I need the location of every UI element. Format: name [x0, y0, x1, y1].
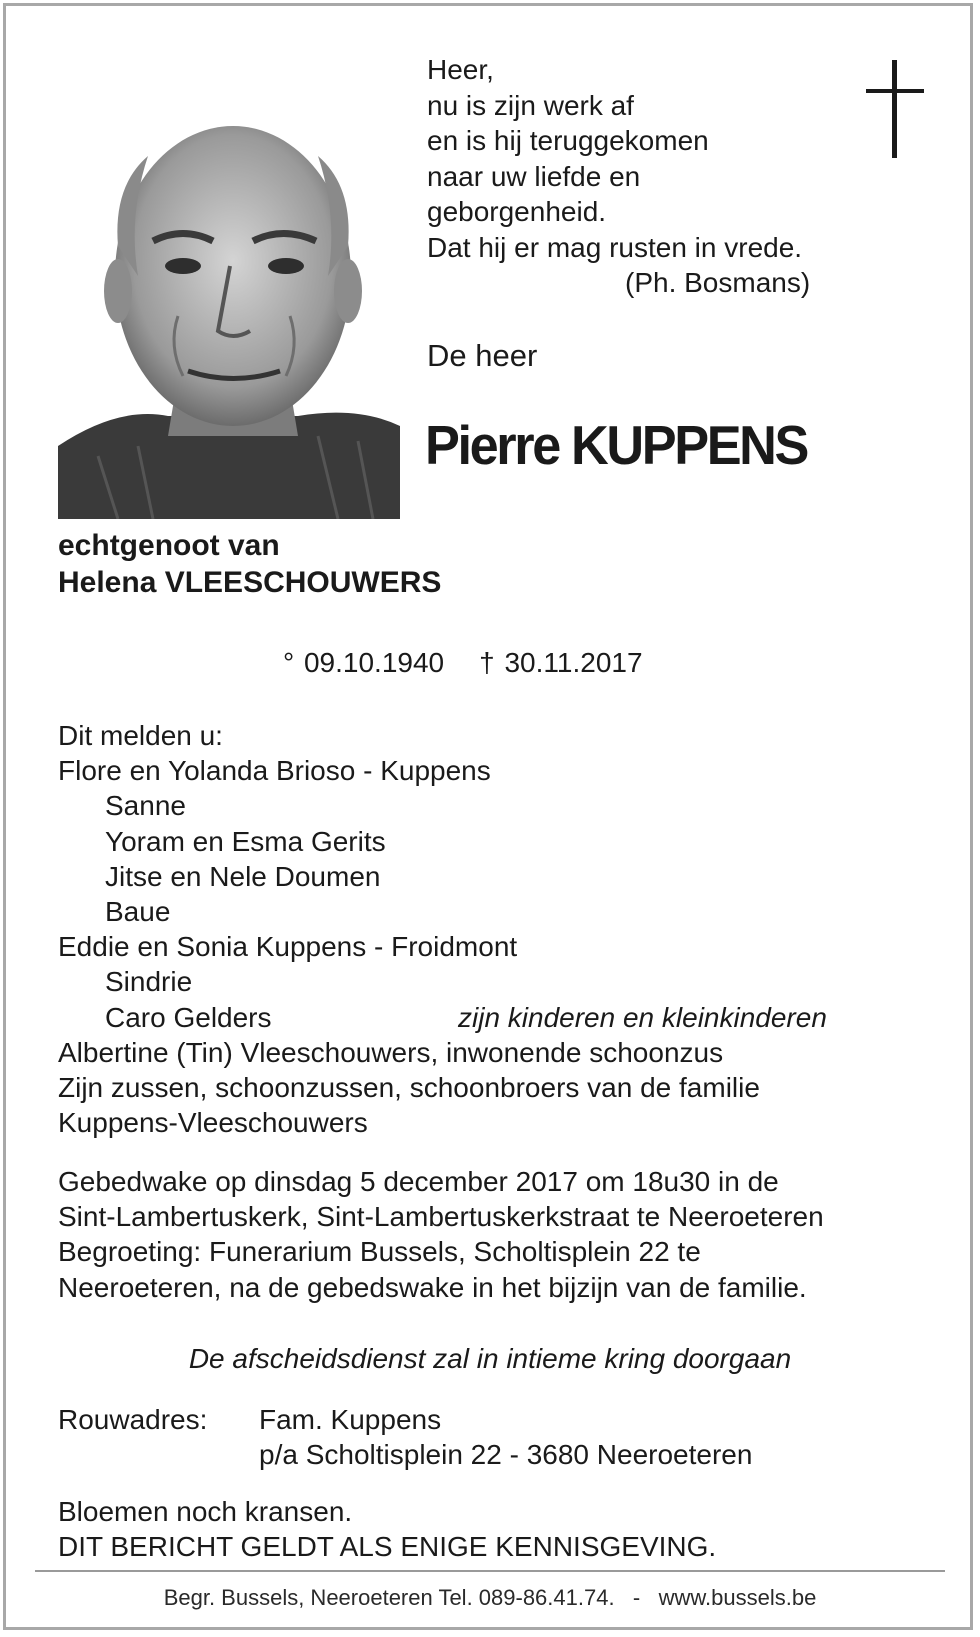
- list-item: Yoram en Esma Gerits: [105, 825, 386, 857]
- service-note: De afscheidsdienst zal in intieme kring doorgaan: [188, 1343, 792, 1374]
- address-line-2: p/a Scholtisplein 22 - 3680 Neeroeteren: [259, 1439, 753, 1470]
- list-item-name: Caro Gelders: [105, 1001, 272, 1033]
- life-dates: [283, 647, 643, 679]
- list-item: Kuppens-Vleeschouwers: [58, 1107, 368, 1139]
- spouse-name: Helena VLEESCHOUWERS: [58, 566, 442, 599]
- portrait-photo: [58, 76, 400, 519]
- birth-date: ° 09.10.1940: [283, 647, 445, 678]
- list-item: Sanne: [105, 790, 186, 822]
- address-label: Rouwadres:: [58, 1404, 208, 1435]
- footer-divider: [35, 1570, 945, 1572]
- latin-cross-icon: [866, 60, 924, 160]
- family-list: [58, 718, 958, 1140]
- children-note: zijn kinderen en kleinkinderen: [458, 1001, 827, 1033]
- list-item: Eddie en Sonia Kuppens - Froidmont: [58, 931, 518, 963]
- wake-line: Sint-Lambertuskerk, Sint-Lambertuskerkstraat te Neeroeteren: [58, 1201, 824, 1233]
- address-line-1: Fam. Kuppens: [259, 1404, 442, 1435]
- list-item: Albertine (Tin) Vleeschouwers, inwonende schoonzus: [58, 1036, 724, 1068]
- closing-text: [58, 1494, 716, 1564]
- wake-line: Gebedwake op dinsdag 5 december 2017 om 18u30 in de: [58, 1166, 779, 1197]
- deceased-title: De heer: [427, 338, 538, 373]
- spouse-block: [58, 527, 441, 601]
- family-intro: Dit melden u:: [58, 720, 223, 751]
- deceased-name: Pierre KUPPENS: [425, 414, 808, 476]
- list-item: [58, 1000, 958, 1035]
- wake-line: Begroeting: Funerarium Bussels, Scholtisplein 22 te: [58, 1236, 701, 1268]
- wake-line: Neeroeteren, na de gebedswake in het bijzijn van de familie.: [58, 1271, 807, 1303]
- poem: [427, 52, 810, 301]
- poem-line: en is hij teruggekomen: [427, 125, 709, 156]
- poem-line: geborgenheid.: [427, 196, 607, 227]
- wake-info: [58, 1164, 824, 1305]
- spouse-relation: echtgenoot van: [58, 529, 280, 562]
- closing-line: Bloemen noch kransen.: [58, 1496, 353, 1527]
- death-date: † 30.11.2017: [479, 647, 643, 678]
- footer-text: Begr. Bussels, Neeroeteren Tel. 089-86.41.74. - www.bussels.be: [163, 1585, 817, 1610]
- poem-author: (Ph. Bosmans): [625, 267, 811, 298]
- list-item: Flore en Yolanda Brioso - Kuppens: [58, 755, 491, 787]
- list-item: Jitse en Nele Doumen: [105, 860, 381, 892]
- poem-line: naar uw liefde en: [427, 160, 641, 192]
- poem-line: Dat hij er mag rusten in vrede.: [427, 231, 803, 263]
- list-item: Zijn zussen, schoonzussen, schoonbroers van de familie: [58, 1071, 760, 1103]
- poem-line: nu is zijn werk af: [427, 89, 634, 121]
- closing-line: DIT BERICHT GELDT ALS ENIGE KENNISGEVING.: [58, 1531, 717, 1562]
- poem-line: Heer,: [427, 54, 494, 85]
- list-item: Sindrie: [105, 966, 193, 998]
- list-item: Baue: [105, 895, 171, 927]
